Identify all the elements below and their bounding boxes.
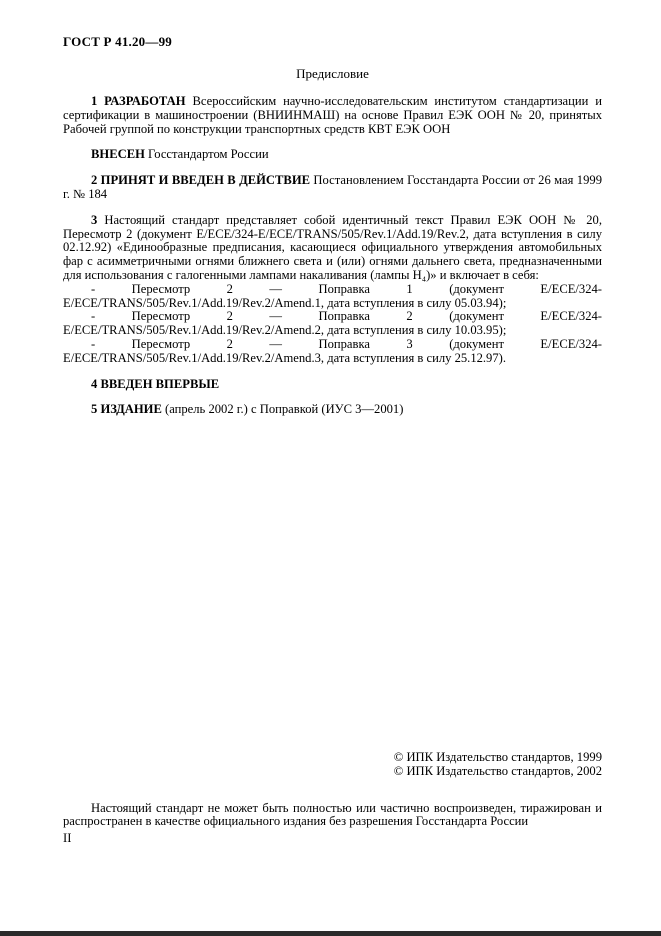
paragraph-amendment-1 bbox=[63, 283, 602, 311]
paragraph-text: Госстандартом России bbox=[144, 147, 269, 162]
paragraph-text: - Пересмотр 2 — Поправка 2 (документ E/ECE/324-E/ECE/TRANS/505/Rev.1/Add.19/Rev.2/Amend.2, дата вступления в силу 10.03.95); bbox=[63, 309, 602, 338]
copyright-block bbox=[394, 750, 602, 778]
paragraph-text: - Пересмотр 2 — Поправка 1 (документ E/ECE/324-E/ECE/TRANS/505/Rev.1/Add.19/Rev.2/Amend.1, дата вступления в силу 05.03.94); bbox=[63, 281, 602, 310]
paragraph-lead: 2 ПРИНЯТ И ВВЕДЕН В ДЕЙСТВИЕ bbox=[91, 173, 311, 188]
page-content bbox=[63, 34, 602, 417]
reproduction-restriction-notice: Настоящий стандарт не может быть полностью или частично воспроизведен, тиражирован и распространен в качестве официального издания без разрешения Госстандарта России bbox=[63, 800, 602, 829]
paragraph-text: - Пересмотр 2 — Поправка 3 (документ E/ECE/324-E/ECE/TRANS/505/Rev.1/Add.19/Rev.2/Amend.3, дата вступления в силу 25.12.97). bbox=[63, 336, 602, 365]
section-title: Предисловие bbox=[296, 66, 369, 81]
paragraph-text: (апрель 2002 г.) с Поправкой (ИУС 3—2001) bbox=[161, 402, 404, 417]
paragraph-amendment-2 bbox=[63, 310, 602, 338]
paragraph-lead: 3 bbox=[91, 212, 98, 227]
paragraph-developed bbox=[63, 95, 602, 136]
paragraph-amendment-3 bbox=[63, 338, 602, 366]
doc-code: ГОСТ Р 41.20—99 bbox=[63, 34, 172, 49]
copyright-line-2002: © ИПК Издательство стандартов, 2002 bbox=[393, 764, 602, 778]
paragraph-text: Всероссийским научно-исследовательским институтом стандартизации и сертификации в машиностроении (ВНИИНМАШ) на основе Правил ЕЭК ООН № 20, принятых Рабочей группой по конструкции транспортных средств КВТ ЕЭК ООН bbox=[63, 94, 602, 136]
paragraph-adopted bbox=[63, 174, 602, 202]
paragraph-edition bbox=[63, 403, 602, 417]
paragraph-lead: 5 ИЗДАНИЕ bbox=[91, 402, 162, 417]
paragraph-lead: 4 ВВЕДЕН ВПЕРВЫЕ bbox=[91, 376, 220, 391]
paragraph-text: Постановлением Госстандарта России от 26 мая 1999 г. № 184 bbox=[63, 173, 602, 201]
paragraph-submitted bbox=[63, 148, 602, 162]
paragraph-first-edition bbox=[63, 378, 602, 392]
paragraph-identical-text bbox=[63, 214, 602, 283]
paragraph-lead: 1 РАЗРАБОТАН bbox=[91, 94, 186, 108]
copyright-line-1999: © ИПК Издательство стандартов, 1999 bbox=[393, 750, 602, 764]
page-number: II bbox=[63, 831, 72, 845]
scan-edge-artifact bbox=[0, 931, 661, 936]
paragraph-text: Настоящий стандарт представляет собой идентичный текст Правил ЕЭК ООН № 20, Пересмотр 2 (документ E/ECE/324-E/ECE/TRANS/505/Rev.1/Add.19/Rev.2, дата вступления в силу 02.12.92) «Единообразные предписания, касающиеся официального утверждения автомобильных фар с асимметричными огнями ближнего света и (или) огнями дальнего света, предназначенными для использования с галогенными лампами накаливания (лампы H₄)» и включает в себя: bbox=[63, 212, 602, 282]
paragraph-lead: ВНЕСЕН bbox=[91, 147, 145, 162]
